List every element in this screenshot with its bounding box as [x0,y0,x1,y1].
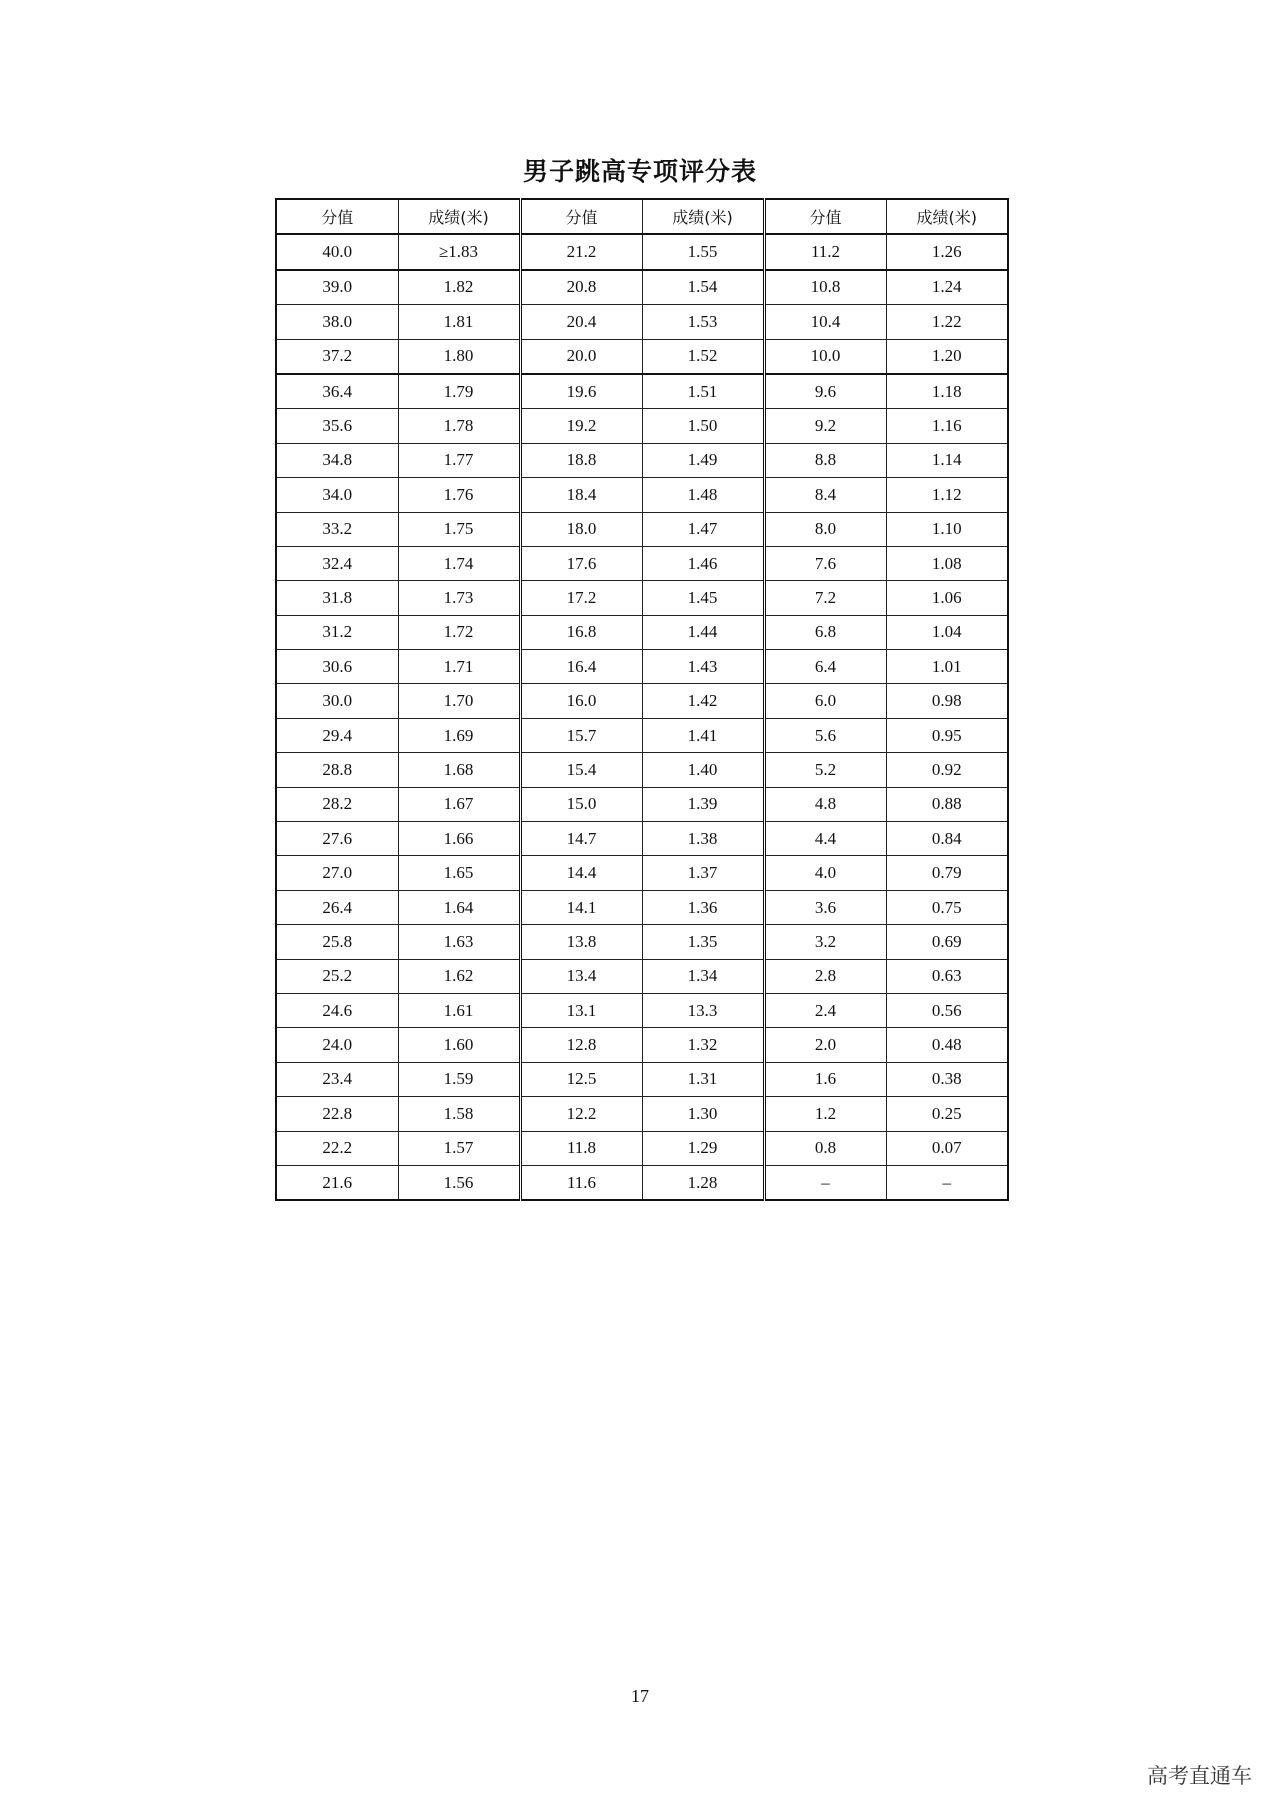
table-row [276,753,1008,787]
table-row [276,305,1008,339]
result-cell: 1.04 [886,615,1008,649]
result-cell: 1.75 [398,512,520,546]
result-cell: 1.60 [398,1028,520,1062]
result-cell: 1.14 [886,443,1008,477]
table-row [276,1062,1008,1096]
score-cell: 29.4 [276,718,398,752]
score-cell: 19.2 [520,409,642,443]
score-cell: 30.6 [276,650,398,684]
score-cell: 11.8 [520,1131,642,1165]
result-cell: 1.78 [398,409,520,443]
score-cell: 3.2 [764,925,886,959]
result-cell: 0.07 [886,1131,1008,1165]
result-cell: 1.10 [886,512,1008,546]
result-cell: 1.49 [642,443,764,477]
score-cell: 40.0 [276,234,398,269]
score-cell: 2.8 [764,959,886,993]
score-cell: 24.0 [276,1028,398,1062]
table-row [276,339,1008,374]
result-cell: 1.57 [398,1131,520,1165]
scoring-table [275,198,1009,1201]
result-cell: 1.31 [642,1062,764,1096]
result-cell: 1.06 [886,581,1008,615]
score-cell: 10.0 [764,339,886,374]
result-cell: 0.98 [886,684,1008,718]
score-cell: 14.4 [520,856,642,890]
table-row [276,1028,1008,1062]
result-cell: 1.30 [642,1097,764,1131]
score-cell: 3.6 [764,890,886,924]
table-row [276,546,1008,580]
score-cell: 16.8 [520,615,642,649]
watermark-text: 高考直通车 [1147,1764,1252,1788]
result-cell: 1.18 [886,374,1008,409]
result-cell: 1.42 [642,684,764,718]
column-header-score: 分值 [276,199,398,234]
result-cell: 0.56 [886,993,1008,1027]
table-row [276,409,1008,443]
score-cell: 9.2 [764,409,886,443]
column-header-score: 分值 [520,199,642,234]
score-cell: 28.8 [276,753,398,787]
score-cell: 21.2 [520,234,642,269]
score-cell: 22.8 [276,1097,398,1131]
score-cell: 16.4 [520,650,642,684]
score-cell: 25.2 [276,959,398,993]
score-cell: 8.4 [764,478,886,512]
score-cell: 5.2 [764,753,886,787]
result-cell: 1.72 [398,615,520,649]
result-cell: 1.62 [398,959,520,993]
table-row [276,718,1008,752]
result-cell: 1.01 [886,650,1008,684]
result-cell: 1.44 [642,615,764,649]
result-cell: 13.3 [642,993,764,1027]
score-cell: 13.1 [520,993,642,1027]
table-row [276,650,1008,684]
result-cell: 1.41 [642,718,764,752]
table-header [276,199,1008,234]
score-cell: 23.4 [276,1062,398,1096]
score-cell: 20.8 [520,270,642,305]
score-cell: 6.4 [764,650,886,684]
score-cell: 15.0 [520,787,642,821]
score-cell: 26.4 [276,890,398,924]
table-row [276,925,1008,959]
result-cell: 1.77 [398,443,520,477]
table-body [276,234,1008,1200]
result-cell: 1.58 [398,1097,520,1131]
column-header-result: 成绩(米) [642,199,764,234]
score-cell: 8.0 [764,512,886,546]
result-cell: 0.63 [886,959,1008,993]
score-cell: 34.0 [276,478,398,512]
result-cell: 1.48 [642,478,764,512]
result-cell: 1.74 [398,546,520,580]
result-cell: 1.39 [642,787,764,821]
score-cell: 32.4 [276,546,398,580]
result-cell: 1.34 [642,959,764,993]
result-cell: 0.25 [886,1097,1008,1131]
score-cell: 17.6 [520,546,642,580]
score-cell: 6.8 [764,615,886,649]
result-cell: 1.80 [398,339,520,374]
result-cell: ≥1.83 [398,234,520,269]
table-row [276,374,1008,409]
result-cell: 1.20 [886,339,1008,374]
table-row [276,478,1008,512]
score-cell: 27.6 [276,822,398,856]
result-cell: 1.61 [398,993,520,1027]
score-cell: 8.8 [764,443,886,477]
page-number: 17 [631,1686,649,1706]
table-row [276,890,1008,924]
score-cell: 16.0 [520,684,642,718]
score-cell: 36.4 [276,374,398,409]
result-cell: 0.79 [886,856,1008,890]
table-row [276,856,1008,890]
result-cell: 0.95 [886,718,1008,752]
score-cell: 9.6 [764,374,886,409]
score-cell: 18.8 [520,443,642,477]
score-cell: 10.4 [764,305,886,339]
table-row [276,1165,1008,1200]
result-cell: 1.73 [398,581,520,615]
score-cell: 39.0 [276,270,398,305]
result-cell: 1.47 [642,512,764,546]
score-cell: 15.7 [520,718,642,752]
table-row [276,1131,1008,1165]
table-row [276,684,1008,718]
table-row [276,581,1008,615]
score-cell: 12.5 [520,1062,642,1096]
score-cell: 2.0 [764,1028,886,1062]
result-cell: 1.70 [398,684,520,718]
result-cell: 0.88 [886,787,1008,821]
score-cell: 0.8 [764,1131,886,1165]
result-cell: 1.43 [642,650,764,684]
score-cell: 27.0 [276,856,398,890]
result-cell: 1.56 [398,1165,520,1200]
score-cell: 34.8 [276,443,398,477]
score-cell: 5.6 [764,718,886,752]
result-cell: 1.66 [398,822,520,856]
result-cell: – [886,1165,1008,1200]
result-cell: 0.38 [886,1062,1008,1096]
page-title: 男子跳高专项评分表 [522,157,757,186]
result-cell: 1.37 [642,856,764,890]
result-cell: 1.63 [398,925,520,959]
score-cell: 14.7 [520,822,642,856]
score-cell: 24.6 [276,993,398,1027]
score-cell: 12.2 [520,1097,642,1131]
score-cell: 2.4 [764,993,886,1027]
result-cell: 1.69 [398,718,520,752]
score-cell: 31.8 [276,581,398,615]
table-row [276,993,1008,1027]
result-cell: 1.26 [886,234,1008,269]
score-cell: 31.2 [276,615,398,649]
score-cell: 4.4 [764,822,886,856]
score-cell: 11.2 [764,234,886,269]
score-cell: 22.2 [276,1131,398,1165]
result-cell: 0.92 [886,753,1008,787]
table-row [276,270,1008,305]
result-cell: 1.82 [398,270,520,305]
table-row [276,787,1008,821]
result-cell: 1.71 [398,650,520,684]
score-cell: 38.0 [276,305,398,339]
result-cell: 1.32 [642,1028,764,1062]
result-cell: 1.36 [642,890,764,924]
score-cell: 10.8 [764,270,886,305]
score-cell: 20.0 [520,339,642,374]
score-cell: 33.2 [276,512,398,546]
result-cell: 1.53 [642,305,764,339]
score-cell: 4.8 [764,787,886,821]
score-cell: 20.4 [520,305,642,339]
result-cell: 1.35 [642,925,764,959]
result-cell: 1.45 [642,581,764,615]
result-cell: 1.68 [398,753,520,787]
result-cell: 0.69 [886,925,1008,959]
score-cell: 19.6 [520,374,642,409]
result-cell: 1.52 [642,339,764,374]
result-cell: 1.54 [642,270,764,305]
score-cell: 12.8 [520,1028,642,1062]
score-cell: 7.2 [764,581,886,615]
score-cell: 15.4 [520,753,642,787]
result-cell: 1.79 [398,374,520,409]
header-row [276,199,1008,234]
score-cell: 4.0 [764,856,886,890]
result-cell: 1.50 [642,409,764,443]
score-cell: 37.2 [276,339,398,374]
score-cell: 13.4 [520,959,642,993]
table-row [276,234,1008,269]
score-cell: – [764,1165,886,1200]
column-header-score: 分值 [764,199,886,234]
result-cell: 1.67 [398,787,520,821]
score-cell: 6.0 [764,684,886,718]
score-cell: 7.6 [764,546,886,580]
result-cell: 1.12 [886,478,1008,512]
result-cell: 1.51 [642,374,764,409]
result-cell: 0.84 [886,822,1008,856]
result-cell: 1.40 [642,753,764,787]
score-cell: 21.6 [276,1165,398,1200]
result-cell: 1.24 [886,270,1008,305]
result-cell: 1.28 [642,1165,764,1200]
score-cell: 1.6 [764,1062,886,1096]
score-cell: 13.8 [520,925,642,959]
result-cell: 1.16 [886,409,1008,443]
score-cell: 11.6 [520,1165,642,1200]
result-cell: 1.46 [642,546,764,580]
score-cell: 17.2 [520,581,642,615]
score-cell: 25.8 [276,925,398,959]
result-cell: 1.59 [398,1062,520,1096]
result-cell: 1.65 [398,856,520,890]
result-cell: 1.64 [398,890,520,924]
result-cell: 1.38 [642,822,764,856]
score-cell: 18.0 [520,512,642,546]
result-cell: 1.55 [642,234,764,269]
table-row [276,443,1008,477]
result-cell: 0.48 [886,1028,1008,1062]
result-cell: 1.76 [398,478,520,512]
column-header-result: 成绩(米) [398,199,520,234]
result-cell: 1.81 [398,305,520,339]
score-cell: 18.4 [520,478,642,512]
score-cell: 30.0 [276,684,398,718]
table-row [276,959,1008,993]
score-cell: 14.1 [520,890,642,924]
score-cell: 35.6 [276,409,398,443]
result-cell: 0.75 [886,890,1008,924]
table-row [276,822,1008,856]
result-cell: 1.29 [642,1131,764,1165]
score-cell: 28.2 [276,787,398,821]
result-cell: 1.22 [886,305,1008,339]
result-cell: 1.08 [886,546,1008,580]
table-row [276,1097,1008,1131]
table-row [276,615,1008,649]
column-header-result: 成绩(米) [886,199,1008,234]
table-row [276,512,1008,546]
score-cell: 1.2 [764,1097,886,1131]
